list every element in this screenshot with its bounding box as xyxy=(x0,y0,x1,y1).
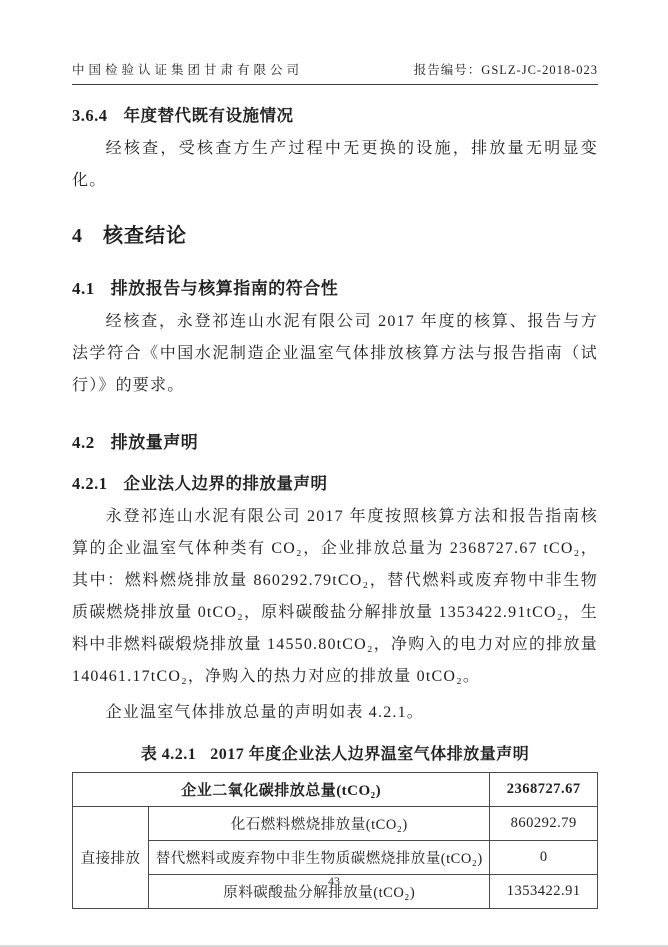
table-caption-text: 2017 年度企业法人边界温室气体排放量声明 xyxy=(210,746,530,763)
section-title: 企业法人边界的排放量声明 xyxy=(123,474,328,493)
row-label: 原料碳酸盐分解排放量(tCO₂) xyxy=(149,875,490,909)
table-row xyxy=(73,841,598,875)
section-heading-4-1 xyxy=(72,274,598,299)
total-emissions-value: 2368727.67 xyxy=(490,773,598,807)
table-caption xyxy=(72,741,598,764)
page-number: 43 xyxy=(328,874,340,888)
table-row-total xyxy=(73,773,598,807)
row-value: 1353422.91 xyxy=(490,875,598,909)
section-title: 年度替代既有设施情况 xyxy=(123,106,294,125)
section-title: 排放量声明 xyxy=(110,433,199,452)
row-label: 化石燃料燃烧排放量(tCO₂) xyxy=(149,807,490,841)
paragraph-4-1: 经核查，永登祁连山水泥有限公司 2017 年度的核算、报告与方法学符合《中国水泥制造企业温室气体排放核算方法与报告指南（试行）》的要求。 xyxy=(72,313,598,394)
section-heading-4-2-1 xyxy=(72,470,598,494)
paragraph-4-2-1-emissions: 永登祁连山水泥有限公司 2017 年度按照核算方法和报告指南核算的企业温室气体种类有 CO₂，企业排放总量为 2368727.67 tCO₂，其中：燃料燃烧排放量 860292.79tCO₂，替代燃料或废弃物中非生物质碳燃烧排放量 0tCO₂，原料碳酸盐分解排放量 1353422.91tCO₂，生料中非燃料碳煅烧排放量 14550.80tCO₂，净购入的电力对应的排放量 140461.17tCO₂，净购入的热力对应的排放量 0tCO₂。 xyxy=(72,508,598,685)
section-number: 3.6.4 xyxy=(72,106,108,125)
total-emissions-label: 企业二氧化碳排放总量(tCO₂) xyxy=(73,773,490,807)
chapter-heading-4 xyxy=(72,219,598,248)
section-heading-3-6-4 xyxy=(72,102,598,126)
section-heading-4-2 xyxy=(72,428,598,453)
running-header xyxy=(72,60,598,85)
section-number: 4.2 xyxy=(72,433,95,452)
paragraph-3-6-4: 经核查，受核查方生产过程中无更换的设施，排放量无明显变化。 xyxy=(72,140,598,189)
table-row xyxy=(73,807,598,841)
section-number: 4.2.1 xyxy=(72,474,108,493)
section-title: 排放报告与核算指南的符合性 xyxy=(110,279,339,298)
section-number: 4.1 xyxy=(72,279,95,298)
row-value: 0 xyxy=(490,841,598,875)
paragraph-4-2-1-table-ref: 企业温室气体排放总量的声明如表 4.2.1。 xyxy=(105,704,424,721)
row-value: 860292.79 xyxy=(490,807,598,841)
chapter-number: 4 xyxy=(72,225,83,247)
header-report-number: 报告编号：GSLZ-JC-2018-023 xyxy=(413,63,598,77)
chapter-title: 核查结论 xyxy=(103,225,187,247)
table-caption-number: 表 4.2.1 xyxy=(140,746,197,763)
row-label: 替代燃料或废弃物中非生物质碳燃烧排放量(tCO₂) xyxy=(149,841,490,875)
header-company-name: 中国检验认证集团甘肃有限公司 xyxy=(72,63,304,77)
direct-emissions-group-label: 直接排放 xyxy=(73,807,149,909)
